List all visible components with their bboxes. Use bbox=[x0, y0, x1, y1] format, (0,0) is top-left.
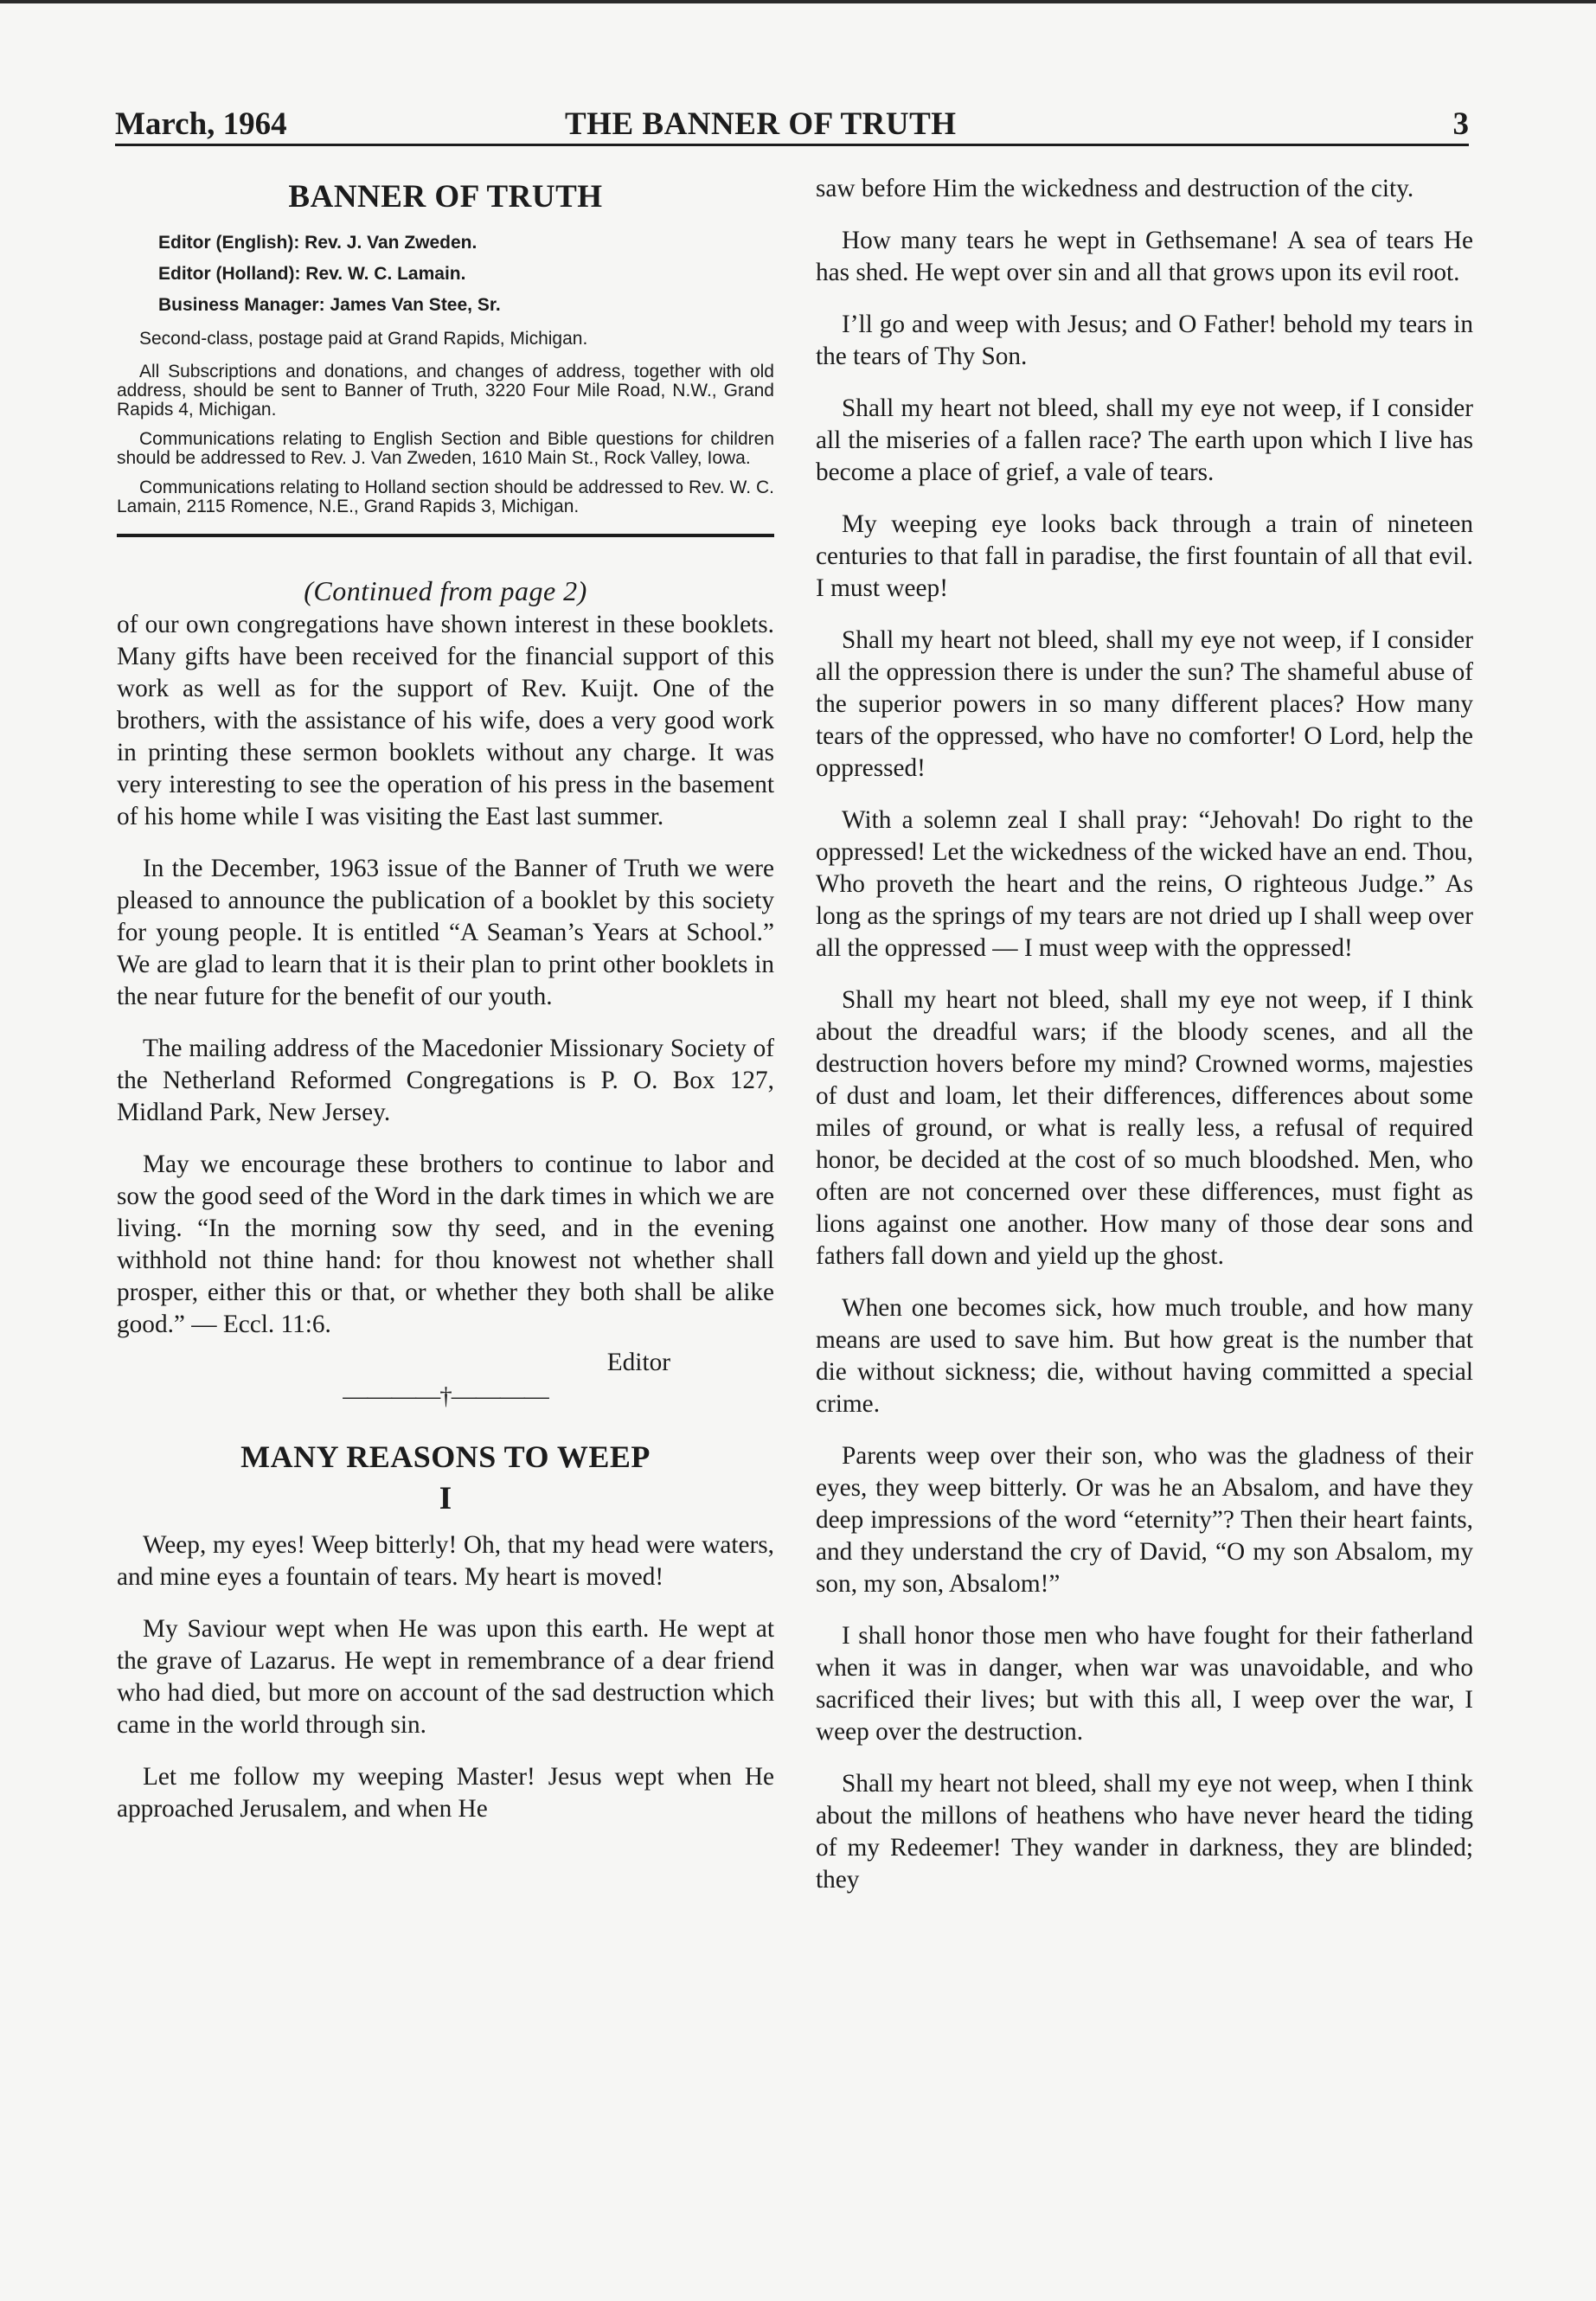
left-column bbox=[117, 173, 774, 1845]
article-paragraph: My Saviour wept when He was upon this earth. He wept at the grave of Lazarus. He wept in remembrance of a dear friend who had died, but more on account of the sad destruction which came in the world through sin. bbox=[117, 1615, 774, 1739]
article-part-number: I bbox=[439, 1481, 452, 1516]
continued-note: (Continued from page 2) bbox=[304, 575, 587, 606]
staff-business-manager: Business Manager: James Van Stee, Sr. bbox=[158, 295, 501, 315]
running-header bbox=[115, 106, 1469, 146]
page-number: 3 bbox=[1452, 106, 1469, 142]
masthead-divider bbox=[117, 534, 774, 537]
article-paragraph: saw before Him the wickedness and destruction of the city. bbox=[816, 175, 1414, 202]
article-paragraph: In the December, 1963 issue of the Banner of Truth we were pleased to announce the publication of a booklet by this society for young people. It is entitled “A Seaman’s Years at School.” We are glad to learn that it is their plan to print other booklets in the near future for the benefit of our youth. bbox=[117, 855, 774, 1010]
masthead-english-section-note: Communications relating to English Section and Bible questions for children should be addressed to Rev. J. Van Zweden, 1610 Main St., Rock Valley, Iowa. bbox=[117, 429, 774, 468]
right-column bbox=[816, 173, 1473, 1916]
article-paragraph: How many tears he wept in Gethsemane! A sea of tears He has shed. He wept over sin and all that grows upon its evil root. bbox=[816, 227, 1473, 286]
staff-editor-english: Editor (English): Rev. J. Van Zweden. bbox=[158, 233, 478, 253]
section-separator: ————†———— bbox=[343, 1382, 548, 1410]
article-title: MANY REASONS TO WEEP bbox=[240, 1439, 651, 1474]
article-paragraph: of our own congregations have shown interest in these booklets. Many gifts have been received for the financial support of this work as well as for the support of Rev. Kuijt. One of the brothers, with the assistance of his wife, does a very good work in printing these sermon booklets without any charge. It was very interesting to see the operation of his press in the basement of his home while I was visiting the East last summer. bbox=[117, 611, 774, 830]
article-paragraph: Shall my heart not bleed, shall my eye not weep, if I think about the dreadful wars; if the bloody scenes, and all the destruction hovers before my mind? Crowned worms, majesties of dust and loam, let their differences, differences about some miles of ground, or what is really less, a refusal of required honor, be decided at the cost of so much bloodshed. Men, who often are not concerned over these differences, must fight as lions against one another. How many of those dear sons and fathers fall down and yield up the ghost. bbox=[816, 986, 1473, 1270]
masthead-subscriptions-note: All Subscriptions and donations, and changes of address, together with old address, should be sent to Banner of Truth, 3220 Four Mile Road, N.W., Grand Rapids 4, Michigan. bbox=[117, 362, 774, 420]
masthead-postage-note: Second-class, postage paid at Grand Rapids, Michigan. bbox=[139, 329, 588, 349]
editor-signoff: Editor bbox=[606, 1349, 670, 1376]
staff-list bbox=[158, 228, 774, 321]
article-paragraph: The mailing address of the Macedonier Missionary Society of the Netherland Reformed Congregations is P. O. Box 127, Midland Park, New Jersey. bbox=[117, 1035, 774, 1126]
article-paragraph: My weeping eye looks back through a train of nineteen centuries to that fall in paradise, the first fountain of all that evil. I must weep! bbox=[816, 510, 1473, 602]
page-top-edge bbox=[0, 0, 1596, 3]
article-paragraph: When one becomes sick, how much trouble, and how many means are used to save him. But how great is the number that die without sickness; die, without having committed a special crime. bbox=[816, 1294, 1473, 1418]
article-paragraph: I’ll go and weep with Jesus; and O Father! behold my tears in the tears of Thy Son. bbox=[816, 311, 1473, 370]
article-paragraph: Parents weep over their son, who was the gladness of their eyes, they weep bitterly. Or was he an Absalom, and have they deep impressions of the word “eternity”? Then their heart faints, and they understand the cry of David, “O my son Absalom, my son, my son, Absalom!” bbox=[816, 1442, 1473, 1598]
article-paragraph: With a solemn zeal I shall pray: “Jehovah! Do right to the oppressed! Let the wickedness of the wicked have an end. Thou, Who proveth the heart and the reins, O righteous Judge.” As long as the springs of my tears are not dried up I shall weep over all the oppressed — I must weep with the oppressed! bbox=[816, 806, 1473, 962]
masthead-holland-section-note: Communications relating to Holland section should be addressed to Rev. W. C. Lamain, 2115 Romence, N.E., Grand Rapids 3, Michigan. bbox=[117, 478, 774, 516]
article-paragraph: Weep, my eyes! Weep bitterly! Oh, that my head were waters, and mine eyes a fountain of tears. My heart is moved! bbox=[117, 1531, 774, 1591]
issue-date: March, 1964 bbox=[115, 106, 287, 142]
masthead-title: BANNER OF TRUTH bbox=[288, 179, 603, 215]
article-paragraph: Shall my heart not bleed, shall my eye not weep, if I consider all the oppression there is under the sun? The shameful abuse of the superior powers in so many different places? How many tears of the oppressed, who have no comforter! O Lord, help the oppressed! bbox=[816, 626, 1473, 782]
article-paragraph: Shall my heart not bleed, shall my eye not weep, if I consider all the miseries of a fallen race? The earth upon which I live has become a place of grief, a vale of tears. bbox=[816, 394, 1473, 486]
article-paragraph: Let me follow my weeping Master! Jesus wept when He approached Jerusalem, and when He bbox=[117, 1763, 774, 1823]
article-paragraph: Shall my heart not bleed, shall my eye not weep, when I think about the millons of heathens who have never heard the tiding of my Redeemer! They wander in darkness, they are blinded; they bbox=[816, 1770, 1473, 1894]
article-paragraph: I shall honor those men who have fought for their fatherland when it was in danger, when war was unavoidable, and who sacrificed their lives; but with this all, I weep over the war, I weep over the destruction. bbox=[816, 1622, 1473, 1746]
staff-editor-holland: Editor (Holland): Rev. W. C. Lamain. bbox=[158, 264, 466, 284]
article-paragraph: May we encourage these brothers to continue to labor and sow the good seed of the Word in the dark times in which we are living. “In the morning sow thy seed, and in the evening withhold not thine hand: for thou knowest not whether shall prosper, either this or that, or whether they both shall be alike good.” — Eccl. 11:6. bbox=[117, 1150, 774, 1338]
publication-name: THE BANNER OF TRUTH bbox=[565, 106, 957, 142]
